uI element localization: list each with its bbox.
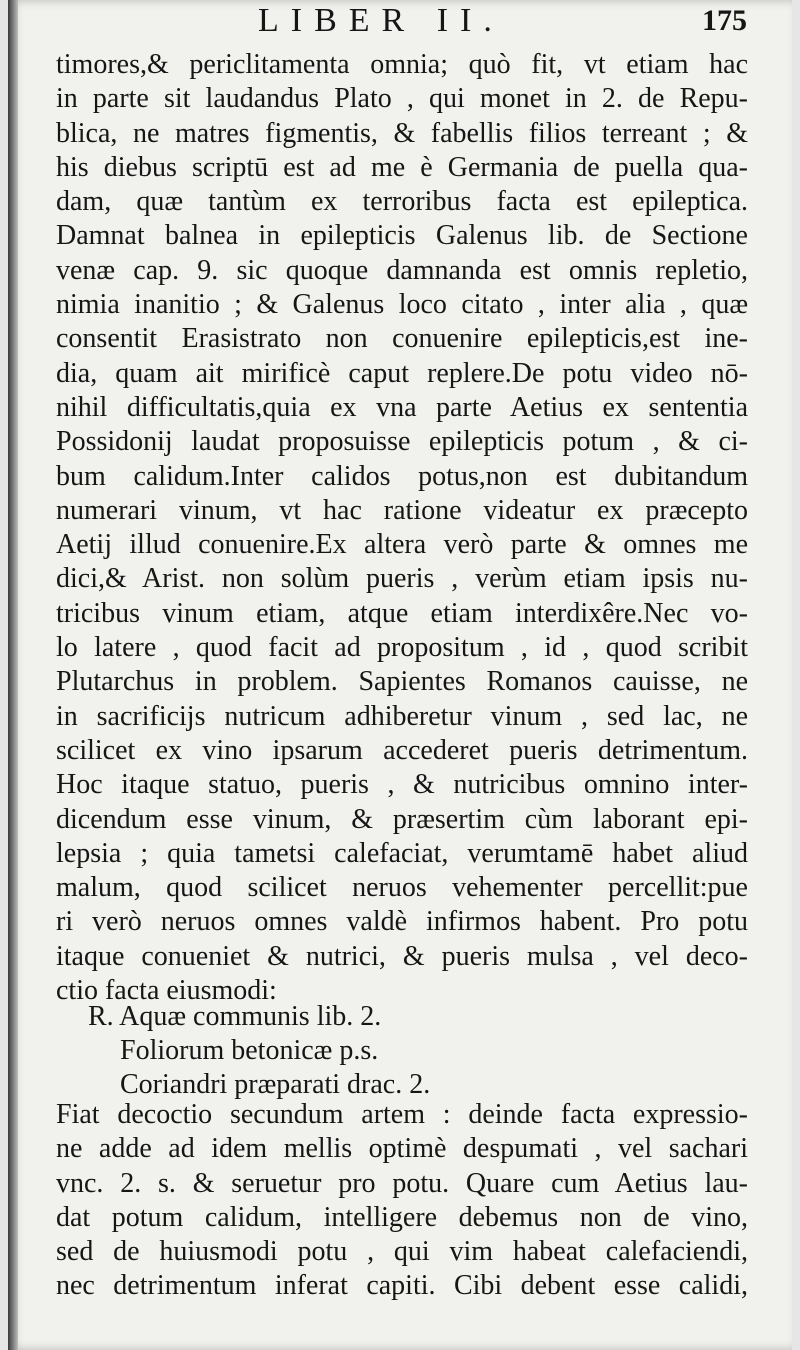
text-line: in parte sit laudandus Plato , qui monet in 2. de Repu- <box>56 83 748 115</box>
recipe-block <box>88 1000 688 1102</box>
text-line: his diebus scriptū est ad me è Germania de puella qua- <box>56 151 748 183</box>
text-line: scilicet ex vino ipsarum accederet pueris detrimentum. <box>56 734 748 766</box>
text-line: nihil difficultatis,quia ex vna parte Aetius ex sententia <box>56 391 748 423</box>
text-line: blica, ne matres figmentis, & fabellis filios terreant ; & <box>56 117 748 149</box>
text-line: nec detrimentum inferat capiti. Cibi debent esse calidi, <box>56 1270 748 1302</box>
text-line: consentit Erasistrato non conuenire epilepticis,est ine- <box>56 323 748 355</box>
text-line: ne adde ad idem mellis optimè despumati , vel sachari <box>56 1133 748 1165</box>
text-line: dat potum calidum, intelligere debemus non de vino, <box>56 1201 748 1233</box>
text-line: dicendum esse vinum, & præsertim cùm laborant epi- <box>56 803 748 835</box>
text-line: in sacrificijs nutricum adhiberetur vinum , sed lac, ne <box>56 700 748 732</box>
text-line: dam, quæ tantùm ex terroribus facta est epileptica. <box>56 186 748 218</box>
text-line: vnc. 2. s. & seruetur pro potu. Quare cum Aetius lau- <box>56 1167 748 1199</box>
recipe-line: R. Aquæ communis lib. 2. <box>88 1001 382 1032</box>
text-line: malum, quod scilicet neruos vehementer percellit:pue <box>56 872 748 904</box>
text-line: Possidonij laudat proposuisse epilepticis potum , & ci- <box>56 426 748 458</box>
page-gutter-shadow <box>8 0 18 1350</box>
body-text <box>56 48 748 1008</box>
text-line: dia, quam ait mirificè caput replere.De potu video nō- <box>56 357 748 389</box>
recipe-line: Coriandri præparati drac. 2. <box>120 1069 431 1100</box>
page-number: 175 <box>702 4 747 37</box>
page-header <box>0 2 800 42</box>
text-line: nimia inanitio ; & Galenus loco citato , inter alia , quæ <box>56 289 748 321</box>
text-line: Damnat balnea in epilepticis Galenus lib. de Sectione <box>56 220 748 252</box>
text-line: sed de huiusmodi potu , qui vim habeat calefaciendi, <box>56 1236 748 1268</box>
text-line: ctio facta eiusmodi: <box>56 975 277 1007</box>
text-line: tricibus vinum etiam, atque etiam interdixêre.Nec vo- <box>56 597 748 629</box>
text-line: Aetij illud conuenire.Ex altera verò parte & omnes me <box>56 529 748 561</box>
text-line: venæ cap. 9. sic quoque damnanda est omnis repletio, <box>56 254 748 286</box>
running-head: LIBER II. <box>258 2 504 39</box>
body-text-continued <box>56 1098 748 1304</box>
text-line: itaque conueniet & nutrici, & pueris mulsa , vel deco- <box>56 940 748 972</box>
text-line: numerari vinum, vt hac ratione videatur ex præcepto <box>56 494 748 526</box>
text-line: timores,& periclitamenta omnia; quò fit, vt etiam hac <box>56 49 748 80</box>
text-line: Plutarchus in problem. Sapientes Romanos cauisse, ne <box>56 666 748 698</box>
text-line: bum calidum.Inter calidos potus,non est dubitandum <box>56 460 748 492</box>
text-line: Hoc itaque statuo, pueris , & nutricibus omnino inter- <box>56 769 748 801</box>
text-line: dici,& Arist. non solùm pueris , verùm etiam ipsis nu- <box>56 563 748 595</box>
text-line: lepsia ; quia tametsi calefaciat, verumtamē habet aliud <box>56 837 748 869</box>
text-line: ri verò neruos omnes valdè infirmos habent. Pro potu <box>56 906 748 938</box>
recipe-line: Foliorum betonicæ p.s. <box>120 1035 379 1066</box>
text-line: lo latere , quod facit ad propositum , id , quod scribit <box>56 632 748 664</box>
text-line: Fiat decoctio secundum artem : deinde facta expressio- <box>56 1099 748 1130</box>
